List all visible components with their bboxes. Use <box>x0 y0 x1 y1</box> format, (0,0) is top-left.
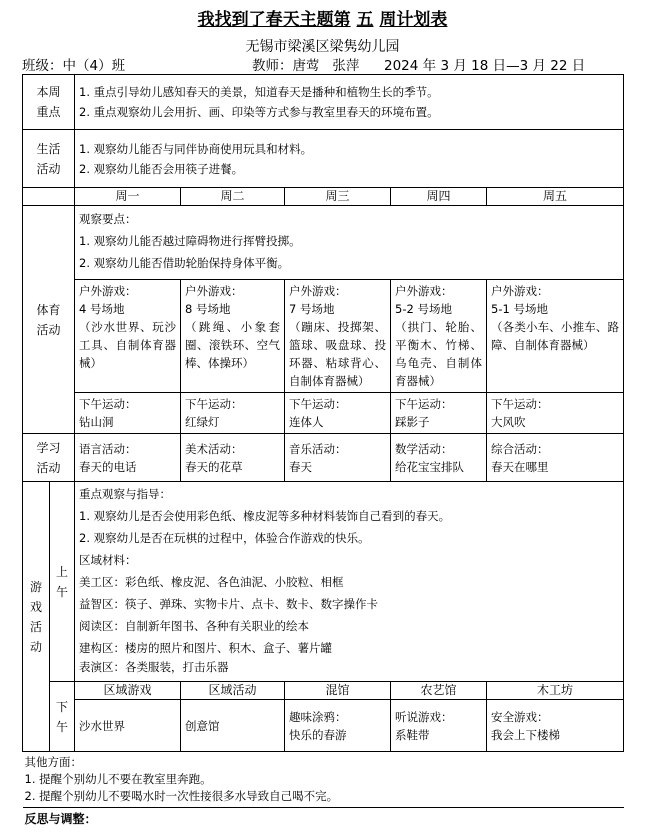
study-name: 春天的花草 <box>185 459 243 474</box>
afternoon-label: 下午运动： <box>289 397 347 411</box>
study-type: 美术活动： <box>185 441 243 456</box>
outdoor-items: （跳绳、小象套圈、滚铁环、空气棒、体操环） <box>185 320 281 370</box>
study-name: 给花宝宝排队 <box>395 459 465 474</box>
afternoon-activity: 连体人 <box>289 415 324 429</box>
afternoon-activity: 红绿灯 <box>185 415 220 429</box>
study-activity <box>487 434 624 482</box>
afternoon-sport <box>75 393 181 434</box>
focus-line: 1. 重点引导幼儿感知春天的美景，知道春天是播种和植物生长的季节。 <box>79 85 439 99</box>
outdoor-game <box>75 280 181 393</box>
pm-header: 木工坊 <box>487 682 624 700</box>
life-content <box>75 130 624 188</box>
day-header: 周四 <box>391 188 487 206</box>
focus-line: 2. 重点观察幼儿会用折、画、印染等方式参与教室里春天的环境布置。 <box>79 105 439 119</box>
class-label: 班级：中（4）班 <box>22 58 126 74</box>
outdoor-game <box>181 280 285 393</box>
study-name: 春天 <box>289 459 313 474</box>
material-line: 建构区：楼房的照片和图片、积木、盒子、薯片罐 <box>79 641 333 655</box>
outdoor-label: 户外游戏： <box>289 284 347 298</box>
teachers-names: 唐莺 张萍 <box>292 58 360 74</box>
afternoon-label: 下午运动： <box>491 397 549 411</box>
afternoon-sport <box>487 393 624 434</box>
study-name: 春天的电话 <box>79 459 137 474</box>
pm-activity <box>285 700 391 752</box>
outdoor-place: 5-1 号场地 <box>491 302 548 316</box>
school-name: 无锡市梁溪区梁隽幼儿园 <box>245 39 400 55</box>
title-suffix: 周计划表 <box>379 10 448 30</box>
afternoon-activity: 踩影子 <box>395 415 430 429</box>
outdoor-place: 7 号场地 <box>289 302 335 316</box>
material-line: 阅读区：自制新年图书、各种有关职业的绘本 <box>79 619 310 633</box>
day-header: 周二 <box>181 188 285 206</box>
outdoor-items: （蹦床、投掷架、篮球、吸盘球、投环器、粘球背心、自制体育器械） <box>289 320 387 388</box>
pm-activity-name: 快乐的春游 <box>289 727 347 742</box>
day-header: 周三 <box>285 188 391 206</box>
study-label: 学习 活动 <box>23 434 75 482</box>
afternoon-label: 下午运动： <box>395 397 453 411</box>
pm-header: 农艺馆 <box>391 682 487 700</box>
page-title <box>0 5 645 30</box>
other-section <box>23 752 624 808</box>
pm-activity <box>181 700 285 752</box>
other-line: 2. 提醒个别幼儿不要喝水时一次性接很多水导致自己喝不完。 <box>24 789 339 803</box>
afternoon-activity: 钻山洞 <box>79 415 114 429</box>
study-type: 数学活动： <box>395 441 453 456</box>
study-type: 音乐活动： <box>289 441 347 456</box>
study-activity <box>285 434 391 482</box>
outdoor-items: （拱门、轮胎、平衡木、竹梯、乌龟壳、自制体育器械） <box>395 320 483 388</box>
outdoor-game <box>391 280 487 393</box>
pm-activity-name: 我会上下楼梯 <box>491 727 561 742</box>
outdoor-label: 户外游戏： <box>185 284 243 298</box>
teachers-info <box>252 54 359 74</box>
outdoor-label: 户外游戏： <box>491 284 549 298</box>
game-label: 游 戏 活 动 <box>23 482 50 752</box>
outdoor-items: （沙水世界、玩沙工具、自制体育器械） <box>79 320 177 370</box>
focus-content <box>75 75 624 130</box>
pm-activity-type: 趣味涂鸦： <box>289 709 347 724</box>
pe-label: 体育 活动 <box>23 206 75 434</box>
day-header: 周五 <box>487 188 624 206</box>
study-name: 春天在哪里 <box>491 459 549 474</box>
afternoon-sport <box>285 393 391 434</box>
material-line: 美工区：彩色纸、橡皮泥、各色油泥、小胶粒、相框 <box>79 575 344 589</box>
materials-title: 区域材料： <box>79 553 137 567</box>
date-range: 2024 年 3 月 18 日—3 月 22 日 <box>384 58 586 74</box>
life-label: 生活 活动 <box>23 130 75 188</box>
outdoor-place: 8 号场地 <box>185 302 231 316</box>
pm-header: 区域活动 <box>181 682 285 700</box>
pm-activity-type: 创意馆 <box>185 718 220 733</box>
pm-activity-type: 安全游戏： <box>491 709 549 724</box>
game-obs-title: 重点观察与指导： <box>79 487 172 501</box>
pm-activity-type: 听说游戏： <box>395 709 453 724</box>
teachers-label: 教师： <box>252 58 293 74</box>
reflection-title: 反思与调整： <box>24 812 97 826</box>
pm-activity-name: 系鞋带 <box>395 727 430 742</box>
game-pm-label: 下 午 <box>50 682 75 752</box>
day-header: 周一 <box>75 188 181 206</box>
material-line: 益智区：筷子、弹珠、实物卡片、点卡、数卡、数字操作卡 <box>79 597 379 611</box>
other-title: 其他方面： <box>24 755 82 769</box>
pe-obs-title: 观察要点： <box>79 212 137 226</box>
outdoor-label: 户外游戏： <box>79 284 137 298</box>
pm-activity <box>487 700 624 752</box>
outdoor-game <box>487 280 624 393</box>
afternoon-label: 下午运动： <box>185 397 243 411</box>
pm-header: 区域游戏 <box>75 682 181 700</box>
material-line: 表演区：各类服装，打击乐器 <box>79 660 229 674</box>
afternoon-activity: 大风吹 <box>491 415 526 429</box>
game-obs-line: 2. 观察幼儿是否在玩棋的过程中，体验合作游戏的快乐。 <box>79 531 370 545</box>
pe-obs-line: 1. 观察幼儿能否越过障碍物进行挥臂投掷。 <box>79 234 301 248</box>
pm-header: 混馆 <box>285 682 391 700</box>
life-line: 2. 观察幼儿能否会用筷子进餐。 <box>79 161 244 176</box>
afternoon-label: 下午运动： <box>79 397 137 411</box>
study-activity <box>181 434 285 482</box>
other-line: 1. 提醒个别幼儿不要在教室里奔跑。 <box>24 772 212 786</box>
outdoor-place: 4 号场地 <box>79 302 125 316</box>
weekly-plan-table <box>22 74 624 830</box>
week-number: 五 <box>356 10 374 30</box>
afternoon-sport <box>391 393 487 434</box>
reflection-section <box>23 808 624 831</box>
game-obs-line: 1. 观察幼儿是否会使用彩色纸、橡皮泥等多种材料装饰自己看到的春天。 <box>79 509 451 523</box>
life-line: 1. 观察幼儿能否与同伴协商使用玩具和材料。 <box>79 141 313 156</box>
pm-activity-type: 沙水世界 <box>79 718 126 733</box>
title-prefix: 我找到了春天主题第 <box>197 10 351 30</box>
outdoor-label: 户外游戏： <box>395 284 453 298</box>
pe-obs-line: 2. 观察幼儿能否借助轮胎保持身体平衡。 <box>79 256 290 270</box>
afternoon-sport <box>181 393 285 434</box>
study-activity <box>391 434 487 482</box>
outdoor-place: 5-2 号场地 <box>395 302 452 316</box>
pm-activity <box>391 700 487 752</box>
study-type: 综合活动： <box>491 441 549 456</box>
focus-label: 本周 重点 <box>23 75 75 130</box>
study-activity <box>75 434 181 482</box>
game-am-content <box>75 482 624 682</box>
pm-activity <box>75 700 181 752</box>
study-type: 语言活动： <box>79 441 137 456</box>
days-corner <box>23 188 75 206</box>
pe-observation <box>75 206 624 280</box>
outdoor-items: （各类小车、小推车、路障、自制体育器械） <box>491 320 620 352</box>
game-am-label: 上 午 <box>50 482 75 682</box>
outdoor-game <box>285 280 391 393</box>
